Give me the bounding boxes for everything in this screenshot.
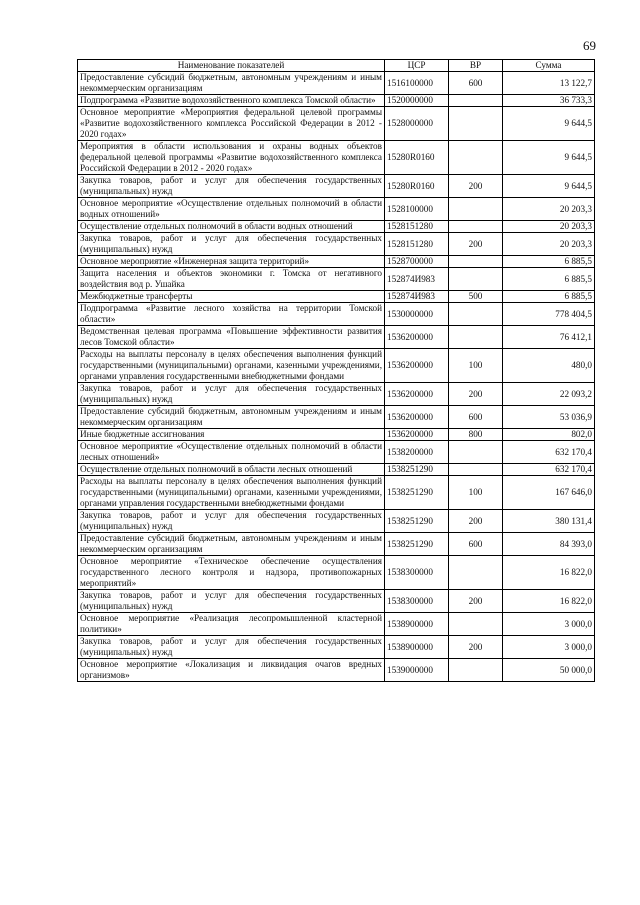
cell-name: Основное мероприятие «Локализация и ликвидация очагов вредных организмов»: [78, 659, 385, 682]
cell-sum: 20 203,3: [503, 198, 595, 221]
cell-name: Подпрограмма «Развитие лесного хозяйства на территории Томской области»: [78, 303, 385, 326]
table-row: [78, 613, 595, 636]
cell-name: Закупка товаров, работ и услуг для обеспечения государственных (муниципальных) нужд: [78, 233, 385, 256]
cell-name: Осуществление отдельных полномочий в области лесных отношений: [78, 464, 385, 476]
cell-vr: [449, 659, 503, 682]
cell-vr: [449, 556, 503, 590]
cell-name: Иные бюджетные ассигнования: [78, 429, 385, 441]
cell-name: Закупка товаров, работ и услуг для обеспечения государственных (муниципальных) нужд: [78, 383, 385, 406]
table-row: [78, 175, 595, 198]
table-row: [78, 141, 595, 175]
cell-csr: 15280R0160: [385, 141, 449, 175]
cell-csr: 1536200000: [385, 349, 449, 383]
cell-sum: 36 733,3: [503, 95, 595, 107]
table-row: [78, 326, 595, 349]
cell-vr: 200: [449, 175, 503, 198]
cell-vr: [449, 256, 503, 268]
cell-vr: [449, 464, 503, 476]
cell-name: Расходы на выплаты персоналу в целях обеспечения выполнения функций государственными (муниципальными) органами, казенными учреждениями, органами управления государственными внебюджетными фондами: [78, 476, 385, 510]
cell-vr: 600: [449, 72, 503, 95]
budget-table: [77, 59, 595, 682]
table-row: [78, 291, 595, 303]
cell-csr: 1538251290: [385, 464, 449, 476]
table-row: [78, 349, 595, 383]
cell-csr: 1528000000: [385, 107, 449, 141]
cell-sum: 9 644,5: [503, 107, 595, 141]
cell-vr: [449, 198, 503, 221]
cell-csr: 1516100000: [385, 72, 449, 95]
cell-vr: [449, 303, 503, 326]
cell-csr: 15280R0160: [385, 175, 449, 198]
table-header-row: [78, 60, 595, 72]
cell-csr: 1536200000: [385, 406, 449, 429]
column-header-sum: Сумма: [503, 60, 595, 72]
cell-sum: 9 644,5: [503, 141, 595, 175]
cell-vr: 200: [449, 590, 503, 613]
cell-csr: 152874И983: [385, 268, 449, 291]
cell-vr: 200: [449, 636, 503, 659]
table-row: [78, 533, 595, 556]
cell-sum: 53 036,9: [503, 406, 595, 429]
cell-name: Расходы на выплаты персоналу в целях обеспечения выполнения функций государственными (муниципальными) органами, казенными учреждениями, органами управления государственными внебюджетными фондами: [78, 349, 385, 383]
column-header-vr: ВР: [449, 60, 503, 72]
cell-name: Основное мероприятие «Техническое обеспечение осуществления государственного лесного контроля и надзора, противопожарных мероприятий»: [78, 556, 385, 590]
cell-csr: 1536200000: [385, 383, 449, 406]
table-body: [78, 72, 595, 682]
cell-csr: 1538300000: [385, 590, 449, 613]
cell-sum: 76 412,1: [503, 326, 595, 349]
cell-name: Основное мероприятие «Осуществление отдельных полномочий в области водных отношений»: [78, 198, 385, 221]
cell-csr: 1528100000: [385, 198, 449, 221]
table-row: [78, 72, 595, 95]
cell-sum: 6 885,5: [503, 291, 595, 303]
cell-vr: [449, 95, 503, 107]
cell-vr: [449, 268, 503, 291]
cell-sum: 3 000,0: [503, 636, 595, 659]
table-row: [78, 590, 595, 613]
cell-vr: [449, 326, 503, 349]
table-row: [78, 441, 595, 464]
cell-name: Основное мероприятие «Инженерная защита территорий»: [78, 256, 385, 268]
cell-sum: 632 170,4: [503, 464, 595, 476]
cell-vr: 500: [449, 291, 503, 303]
cell-csr: 1538251290: [385, 533, 449, 556]
cell-name: Подпрограмма «Развитие водохозяйственного комплекса Томской области»: [78, 95, 385, 107]
table-row: [78, 464, 595, 476]
table-row: [78, 95, 595, 107]
column-header-name: Наименование показателей: [78, 60, 385, 72]
cell-sum: 167 646,0: [503, 476, 595, 510]
table-row: [78, 256, 595, 268]
cell-csr: 1538900000: [385, 636, 449, 659]
cell-csr: 1528151280: [385, 221, 449, 233]
cell-name: Мероприятия в области использования и охраны водных объектов федеральной целевой программы «Развитие водохозяйственного комплекса Российской Федерации в 2012 - 2020 годах»: [78, 141, 385, 175]
cell-csr: 1520000000: [385, 95, 449, 107]
cell-vr: 600: [449, 406, 503, 429]
cell-sum: 380 131,4: [503, 510, 595, 533]
cell-vr: 200: [449, 383, 503, 406]
table-row: [78, 659, 595, 682]
cell-sum: 13 122,7: [503, 72, 595, 95]
table-row: [78, 406, 595, 429]
cell-name: Основное мероприятие «Реализация лесопромышленной кластерной политики»: [78, 613, 385, 636]
cell-csr: 1538251290: [385, 510, 449, 533]
cell-sum: 50 000,0: [503, 659, 595, 682]
cell-sum: 9 644,5: [503, 175, 595, 198]
table-row: [78, 233, 595, 256]
cell-name: Закупка товаров, работ и услуг для обеспечения государственных (муниципальных) нужд: [78, 510, 385, 533]
cell-csr: 1538251290: [385, 476, 449, 510]
cell-vr: 100: [449, 349, 503, 383]
cell-sum: 778 404,5: [503, 303, 595, 326]
cell-sum: 6 885,5: [503, 268, 595, 291]
cell-vr: 200: [449, 510, 503, 533]
cell-csr: 1528151280: [385, 233, 449, 256]
cell-sum: 84 393,0: [503, 533, 595, 556]
cell-csr: 1538900000: [385, 613, 449, 636]
cell-vr: [449, 613, 503, 636]
table-row: [78, 107, 595, 141]
page-number: 69: [583, 38, 596, 53]
cell-sum: 3 000,0: [503, 613, 595, 636]
cell-vr: [449, 221, 503, 233]
cell-vr: 800: [449, 429, 503, 441]
cell-csr: 1530000000: [385, 303, 449, 326]
cell-vr: [449, 141, 503, 175]
cell-name: Основное мероприятие «Мероприятия федеральной целевой программы «Развитие водохозяйственного комплекса Российской Федерации в 2012 - 2020 годах»: [78, 107, 385, 141]
cell-name: Основное мероприятие «Осуществление отдельных полномочий в области лесных отношений»: [78, 441, 385, 464]
cell-name: Закупка товаров, работ и услуг для обеспечения государственных (муниципальных) нужд: [78, 175, 385, 198]
cell-vr: 600: [449, 533, 503, 556]
cell-sum: 480,0: [503, 349, 595, 383]
cell-sum: 16 822,0: [503, 556, 595, 590]
table-row: [78, 198, 595, 221]
cell-name: Предоставление субсидий бюджетным, автономным учреждениям и иным некоммерческим организациям: [78, 406, 385, 429]
cell-csr: 1536200000: [385, 326, 449, 349]
cell-name: Защита населения и объектов экономики г. Томска от негативного воздействия вод р. Ушайка: [78, 268, 385, 291]
cell-name: Предоставление субсидий бюджетным, автономным учреждениям и иным некоммерческим организациям: [78, 72, 385, 95]
table-row: [78, 268, 595, 291]
cell-vr: 200: [449, 233, 503, 256]
cell-name: Осуществление отдельных полномочий в области водных отношений: [78, 221, 385, 233]
cell-csr: 1539000000: [385, 659, 449, 682]
cell-sum: 20 203,3: [503, 233, 595, 256]
cell-sum: 632 170,4: [503, 441, 595, 464]
cell-sum: 22 093,2: [503, 383, 595, 406]
cell-name: Предоставление субсидий бюджетным, автономным учреждениям и иным некоммерческим организациям: [78, 533, 385, 556]
cell-sum: 20 203,3: [503, 221, 595, 233]
cell-sum: 6 885,5: [503, 256, 595, 268]
table-row: [78, 556, 595, 590]
table-row: [78, 303, 595, 326]
cell-csr: 1538300000: [385, 556, 449, 590]
cell-vr: [449, 441, 503, 464]
cell-csr: 1528700000: [385, 256, 449, 268]
cell-name: Ведомственная целевая программа «Повышение эффективности развития лесов Томской области»: [78, 326, 385, 349]
cell-vr: [449, 107, 503, 141]
cell-vr: 100: [449, 476, 503, 510]
table-row: [78, 383, 595, 406]
cell-csr: 152874И983: [385, 291, 449, 303]
cell-csr: 1538200000: [385, 441, 449, 464]
cell-sum: 16 822,0: [503, 590, 595, 613]
cell-csr: 1536200000: [385, 429, 449, 441]
table-row: [78, 429, 595, 441]
table-row: [78, 510, 595, 533]
cell-name: Закупка товаров, работ и услуг для обеспечения государственных (муниципальных) нужд: [78, 636, 385, 659]
cell-name: Межбюджетные трансферты: [78, 291, 385, 303]
table-row: [78, 221, 595, 233]
table-row: [78, 476, 595, 510]
column-header-csr: ЦСР: [385, 60, 449, 72]
table-row: [78, 636, 595, 659]
cell-sum: 802,0: [503, 429, 595, 441]
cell-name: Закупка товаров, работ и услуг для обеспечения государственных (муниципальных) нужд: [78, 590, 385, 613]
